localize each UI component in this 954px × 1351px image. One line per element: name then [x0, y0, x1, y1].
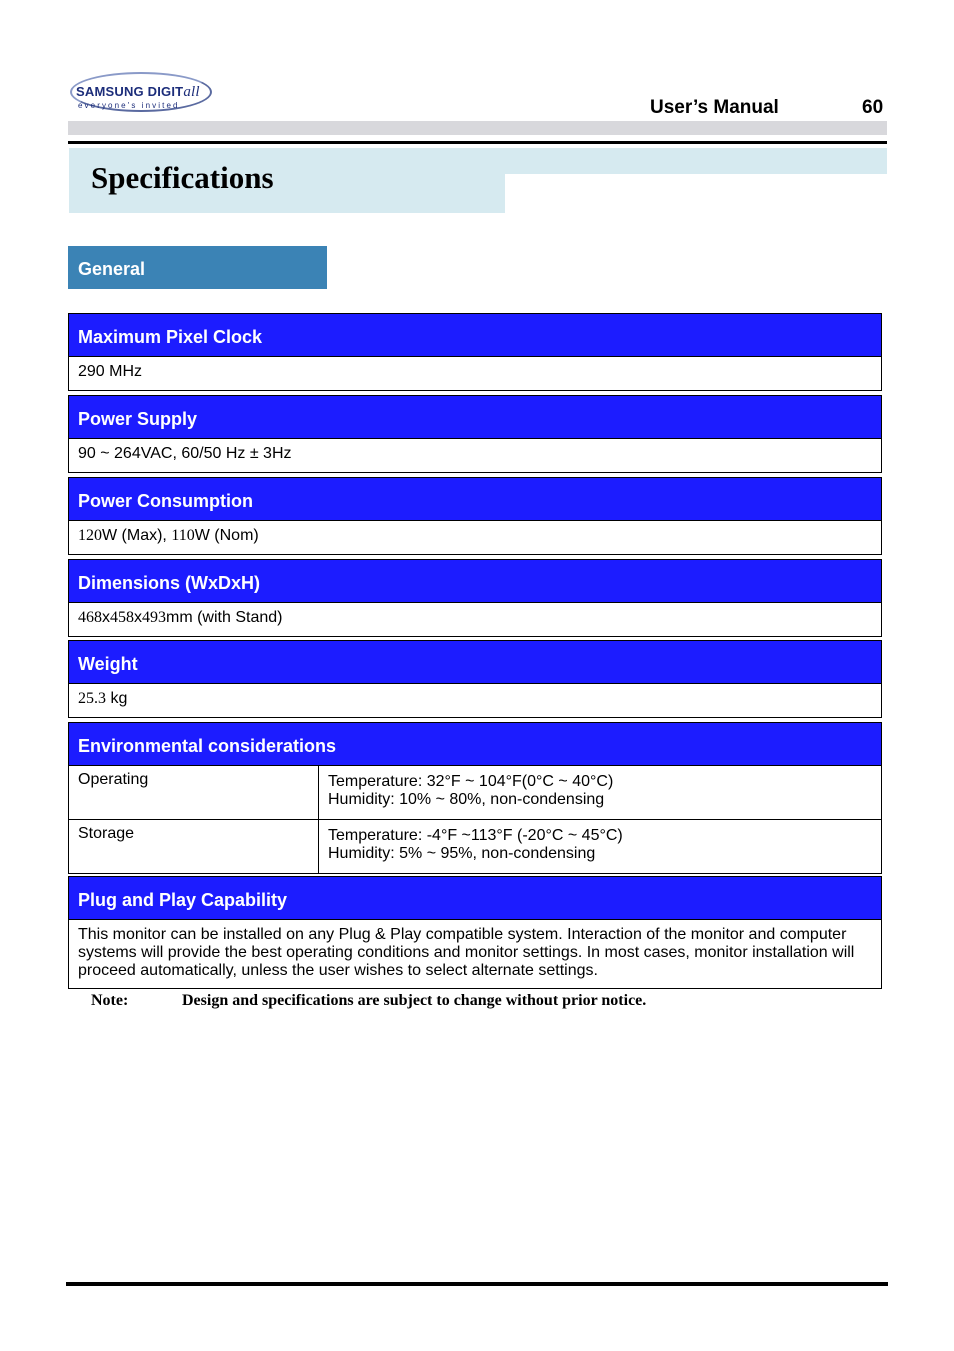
spec-value [69, 603, 881, 636]
weight-number: 25.3 [78, 690, 106, 707]
footer-divider [66, 1282, 888, 1286]
spec-heading: Weight [69, 641, 881, 684]
spec-power-consumption [68, 477, 882, 555]
spec-value [69, 521, 881, 554]
spec-value: 290 MHz [78, 363, 143, 380]
page-number: 60 [862, 97, 884, 118]
env-humidity: Humidity: 10% ~ 80%, non-condensing [328, 791, 605, 808]
spec-value [69, 684, 881, 717]
spec-heading: Maximum Pixel Clock [69, 314, 881, 357]
weight-unit: kg [106, 690, 128, 707]
title-band-extension [505, 148, 887, 174]
spec-heading: Environmental considerations [69, 723, 881, 766]
power-nom-suffix: W (Nom) [194, 527, 259, 544]
dim-separator: x [134, 609, 142, 626]
note-label: Note: [91, 992, 129, 1009]
env-temperature: Temperature: -4°F ~113°F (-20°C ~ 45°C) [328, 827, 623, 844]
env-humidity: Humidity: 5% ~ 95%, non-condensing [328, 845, 596, 862]
env-value [319, 766, 881, 819]
power-max-suffix: W (Max), [102, 527, 172, 544]
spec-power-supply [68, 395, 882, 473]
spec-pixel-clock [68, 313, 882, 391]
dim-suffix: mm (with Stand) [166, 609, 283, 626]
header-divider [68, 141, 887, 144]
spec-heading: Plug and Play Capability [69, 877, 881, 920]
samsung-logo [70, 72, 220, 116]
power-max-number: 120 [78, 527, 102, 544]
dim-width: 468 [78, 609, 102, 626]
dim-height: 493 [142, 609, 166, 626]
env-value [319, 820, 881, 873]
logo-tagline: everyone's invited [78, 101, 180, 110]
env-row-storage [69, 819, 881, 873]
header-gray-band [68, 121, 887, 135]
logo-brand: SAMSUNG DIGITall [76, 84, 200, 100]
spec-heading: Dimensions (WxDxH) [69, 560, 881, 603]
env-label: Storage [69, 820, 319, 873]
page-title: Specifications [91, 160, 274, 195]
spec-value: This monitor can be installed on any Plug & Play compatible system. Interaction of the monitor and computer systems will provide the best operating conditions and monitor settings. In most cases, monitor installation will proceed automatically, unless the user wishes to select alternate settings. [78, 926, 855, 979]
title-band-notch [505, 174, 519, 188]
env-table [69, 766, 881, 873]
env-temperature: Temperature: 32°F ~ 104°F(0°C ~ 40°C) [328, 773, 614, 790]
spec-plug-and-play [68, 876, 882, 989]
env-row-operating [69, 766, 881, 819]
spec-heading: Power Supply [69, 396, 881, 439]
section-tab-general: General [68, 246, 327, 289]
spec-dimensions [68, 559, 882, 637]
dim-depth: 458 [110, 609, 134, 626]
dim-separator: x [102, 609, 110, 626]
manual-title: User’s Manual [650, 97, 779, 118]
spec-environment [68, 722, 882, 874]
spec-value: 90 ~ 264VAC, 60/50 Hz ± 3Hz [78, 445, 292, 462]
spec-weight [68, 640, 882, 718]
env-label: Operating [69, 766, 319, 819]
note-text: Design and specifications are subject to change without prior notice. [182, 992, 647, 1009]
power-nom-number: 110 [171, 527, 195, 544]
spec-heading: Power Consumption [69, 478, 881, 521]
